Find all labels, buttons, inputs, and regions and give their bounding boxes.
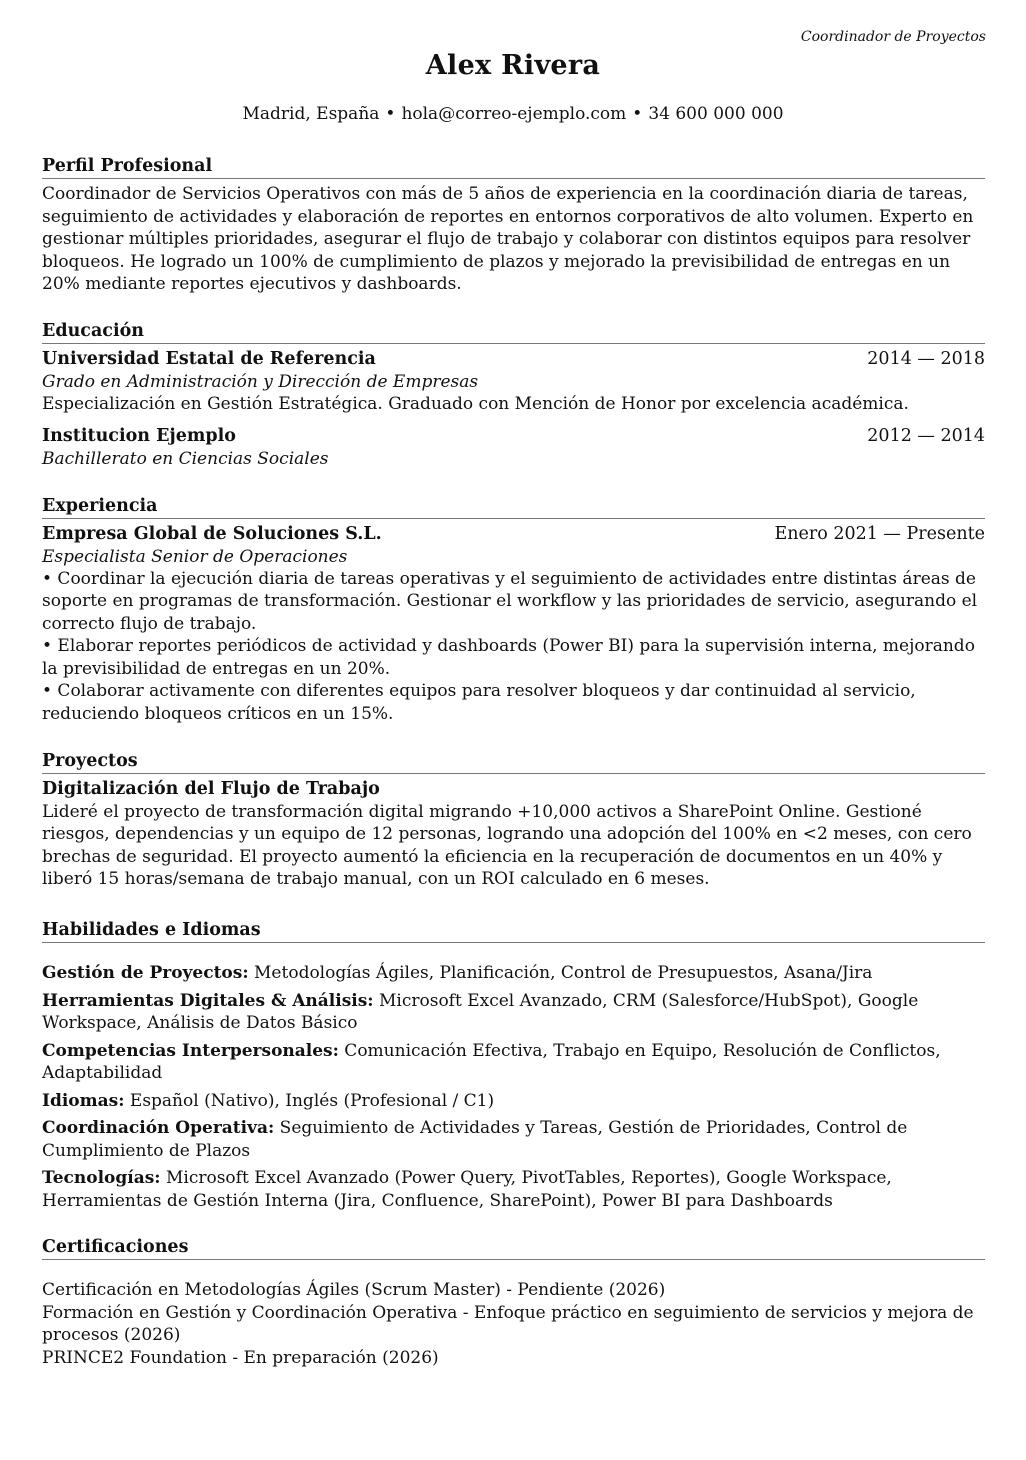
skill-item bbox=[42, 1040, 985, 1085]
certification-item: Certificación en Metodologías Ágiles (Scrum Master) - Pendiente (2026) bbox=[42, 1280, 666, 1300]
contact-location: Madrid, España bbox=[242, 104, 380, 124]
degree-name: Bachillerato en Ciencias Sociales bbox=[42, 448, 329, 469]
perfil-text: Coordinador de Servicios Operativos con más de 5 años de experiencia en la coordinación diaria de tareas, seguimiento de actividades y elaboración de reportes en entornos corporativos de alto volumen. Experto en gestionar múltiples prioridades, asegurar el flujo de trabajo y colaborar con distintos equipos para resolver bloqueos. He logrado un 100% de cumplimiento de plazos y mejorado la previsibilidad de entregas en un 20% mediante reportes ejecutivos y dashboards. bbox=[42, 184, 974, 294]
skill-item bbox=[42, 962, 985, 985]
education-detail: Especialización en Gestión Estratégica. Graduado con Mención de Honor por excelencia académica. bbox=[42, 393, 909, 414]
skill-value: Español (Nativo), Inglés (Profesional / C1) bbox=[124, 1090, 495, 1111]
header-role: Coordinador de Proyectos bbox=[800, 29, 986, 45]
skill-key: Herramientas Digitales & Análisis: bbox=[42, 990, 374, 1011]
contact-line bbox=[0, 104, 1026, 124]
section-title-certificaciones: Certificaciones bbox=[42, 1236, 985, 1260]
project-name: Digitalización del Flujo de Trabajo bbox=[42, 779, 380, 799]
experience-bullet: • Elaborar reportes periódicos de actividad y dashboards (Power BI) para la supervisión interna, mejorando la previsibilidad de entregas en un 20%. bbox=[42, 636, 975, 679]
section-proyectos bbox=[42, 750, 985, 891]
company-name: Empresa Global de Soluciones S.L. bbox=[42, 524, 382, 544]
skill-key: Competencias Interpersonales: bbox=[42, 1040, 339, 1061]
skill-value: Microsoft Excel Avanzado (Power Query, PivotTables, Reportes), Google Workspace, Herramientas de Gestión Interna (Jira, Confluence, SharePoint), Power BI para Dashboards bbox=[42, 1168, 892, 1211]
experience-bullet: • Colaborar activamente con diferentes equipos para resolver bloqueos y dar continuidad al servicio, reduciendo bloqueos críticos en un 15%. bbox=[42, 681, 916, 724]
bullet-separator: • bbox=[385, 104, 396, 124]
certification-item: Formación en Gestión y Coordinación Operativa - Enfoque práctico en seguimiento de servicios y mejora de procesos (2026) bbox=[42, 1302, 974, 1345]
position-title: Especialista Senior de Operaciones bbox=[42, 546, 348, 567]
bullet-separator: • bbox=[632, 104, 643, 124]
skill-value: Seguimiento de Actividades y Tareas, Gestión de Prioridades, Control de Cumplimiento de Plazos bbox=[42, 1118, 908, 1161]
skill-value: Metodologías Ágiles, Planificación, Control de Presupuestos, Asana/Jira bbox=[248, 963, 873, 983]
institution-name: Institucion Ejemplo bbox=[42, 426, 236, 446]
section-habilidades bbox=[42, 919, 985, 1217]
section-title-experiencia: Experiencia bbox=[42, 495, 985, 519]
skill-item bbox=[42, 990, 985, 1035]
section-educacion bbox=[42, 320, 985, 470]
project-row bbox=[42, 778, 985, 801]
education-row bbox=[42, 425, 985, 448]
skill-item bbox=[42, 1117, 985, 1162]
project-text: Lideré el proyecto de transformación digital migrando +10,000 activos a SharePoint Online. Gestioné riesgos, dependencias y un equipo de 12 personas, logrando una adopción del 100% en <2 meses, con cero brechas de seguridad. El proyecto aumentó la eficiencia en la recuperación de documentos en un 40% y liberó 15 horas/semana de trabajo manual, con un ROI calculado en 6 meses. bbox=[42, 801, 972, 889]
section-title-perfil: Perfil Profesional bbox=[42, 155, 985, 179]
skill-key: Tecnologías: bbox=[42, 1168, 161, 1188]
contact-email[interactable]: hola@correo-ejemplo.com bbox=[401, 104, 627, 124]
section-experiencia bbox=[42, 495, 985, 725]
section-title-proyectos: Proyectos bbox=[42, 750, 985, 774]
skill-value: Comunicación Efectiva, Trabajo en Equipo, Resolución de Conflictos, Adaptabilidad bbox=[42, 1040, 941, 1083]
skill-item bbox=[42, 1090, 985, 1113]
skill-key: Coordinación Operativa: bbox=[42, 1118, 275, 1138]
section-title-educacion: Educación bbox=[42, 320, 985, 344]
contact-phone: 34 600 000 000 bbox=[648, 104, 784, 124]
section-title-habilidades: Habilidades e Idiomas bbox=[42, 919, 985, 943]
skill-key: Gestión de Proyectos: bbox=[42, 963, 249, 983]
skill-value: Microsoft Excel Avanzado, CRM (Salesforce/HubSpot), Google Workspace, Análisis de Datos Básico bbox=[42, 990, 919, 1033]
experience-dates: Enero 2021 — Presente bbox=[774, 524, 985, 544]
education-row bbox=[42, 348, 985, 371]
candidate-name: Alex Rivera bbox=[425, 50, 601, 81]
section-certificaciones bbox=[42, 1236, 985, 1369]
experience-row bbox=[42, 523, 985, 546]
section-perfil bbox=[42, 155, 985, 296]
institution-name: Universidad Estatal de Referencia bbox=[42, 349, 376, 369]
degree-name: Grado en Administración y Dirección de Empresas bbox=[42, 371, 479, 392]
skill-key: Idiomas: bbox=[42, 1090, 125, 1111]
education-dates: 2012 — 2014 bbox=[867, 426, 985, 446]
skill-item bbox=[42, 1167, 985, 1212]
education-dates: 2014 — 2018 bbox=[867, 349, 985, 369]
experience-bullet: • Coordinar la ejecución diaria de tareas operativas y el seguimiento de actividades entre distintas áreas de soporte en programas de transformación. Gestionar el workflow y las prioridades de servicio, asegurando el correcto flujo de trabajo. bbox=[42, 568, 978, 634]
certification-item: PRINCE2 Foundation - En preparación (2026) bbox=[42, 1347, 439, 1368]
